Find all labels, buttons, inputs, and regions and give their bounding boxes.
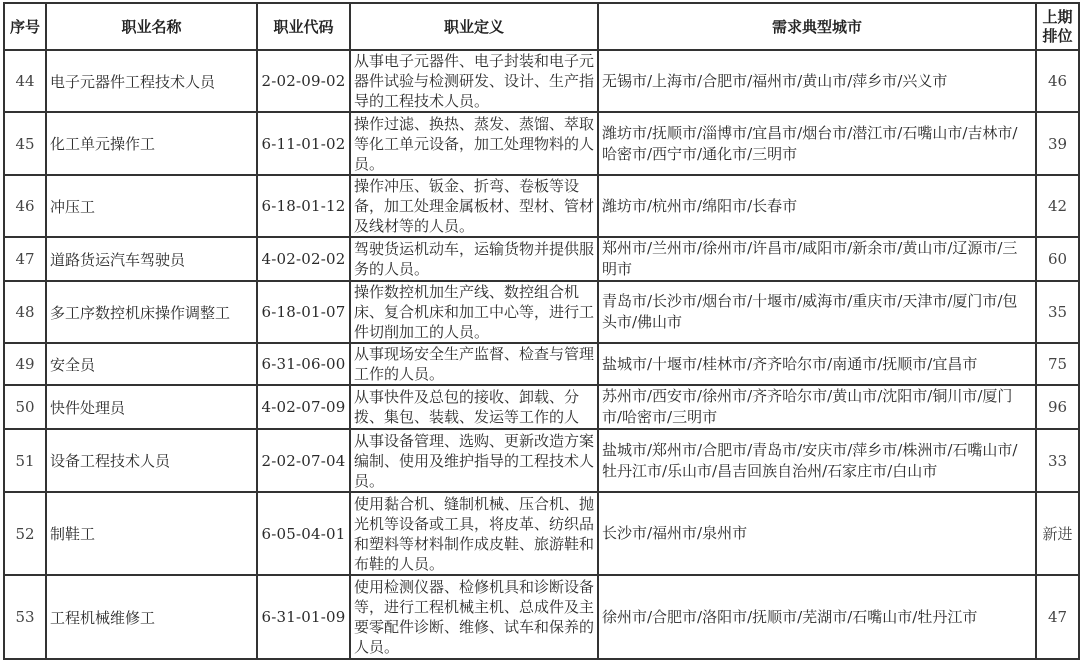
occupation-name: 化工单元操作工 xyxy=(46,112,257,175)
occupation-name: 制鞋工 xyxy=(46,492,257,575)
prev-rank: 96 xyxy=(1036,385,1079,429)
header-row xyxy=(4,3,1079,50)
prev-rank: 75 xyxy=(1036,343,1079,385)
occupation-definition: 从事快件及总包的接收、卸载、分拨、集包、装载、发运等工作的人 xyxy=(350,385,598,429)
prev-rank: 60 xyxy=(1036,237,1079,281)
demand-cities: 盐城市/十堰市/桂林市/齐齐哈尔市/南通市/抚顺市/宜昌市 xyxy=(598,343,1036,385)
row-index: 47 xyxy=(4,237,46,281)
occupation-definition: 驾驶货运机动车，运输货物并提供服务的人员。 xyxy=(350,237,598,281)
occupation-definition: 从事设备管理、选购、更新改造方案编制、使用及维护指导的工程技术人员。 xyxy=(350,429,598,492)
table-row xyxy=(4,343,1079,385)
row-index: 44 xyxy=(4,50,46,112)
table-row xyxy=(4,429,1079,492)
table-row xyxy=(4,385,1079,429)
occupation-name: 设备工程技术人员 xyxy=(46,429,257,492)
occupation-definition: 从事现场安全生产监督、检查与管理工作的人员。 xyxy=(350,343,598,385)
occupation-definition: 使用检测仪器、检修机具和诊断设备等，进行工程机械主机、总成件及主要零配件诊断、维修、试车和保养的人员。 xyxy=(350,575,598,659)
row-index: 49 xyxy=(4,343,46,385)
occupation-definition: 从事电子元器件、电子封装和电子元器件试验与检测研发、设计、生产指导的工程技术人员。 xyxy=(350,50,598,112)
demand-cities: 郑州市/兰州市/徐州市/许昌市/咸阳市/新余市/黄山市/辽源市/三明市 xyxy=(598,237,1036,281)
table-row xyxy=(4,281,1079,343)
occupation-name: 安全员 xyxy=(46,343,257,385)
table-row xyxy=(4,50,1079,112)
demand-cities: 徐州市/合肥市/洛阳市/抚顺市/芜湖市/石嘴山市/牡丹江市 xyxy=(598,575,1036,659)
header-code: 职业代码 xyxy=(257,3,350,50)
table-row xyxy=(4,492,1079,575)
header-index: 序号 xyxy=(4,3,46,50)
occupation-definition: 操作过滤、换热、蒸发、蒸馏、萃取等化工单元设备，加工处理物料的人员。 xyxy=(350,112,598,175)
occupation-code: 6-31-01-09 xyxy=(257,575,350,659)
row-index: 53 xyxy=(4,575,46,659)
occupation-code: 6-11-01-02 xyxy=(257,112,350,175)
occupation-code: 6-05-04-01 xyxy=(257,492,350,575)
header-prev-rank: 上期排位 xyxy=(1036,3,1079,50)
occupation-code: 6-18-01-12 xyxy=(257,175,350,237)
occupation-code: 6-18-01-07 xyxy=(257,281,350,343)
occupation-name: 电子元器件工程技术人员 xyxy=(46,50,257,112)
prev-rank: 39 xyxy=(1036,112,1079,175)
occupation-name: 快件处理员 xyxy=(46,385,257,429)
prev-rank: 46 xyxy=(1036,50,1079,112)
occupation-name: 多工序数控机床操作调整工 xyxy=(46,281,257,343)
header-cities: 需求典型城市 xyxy=(598,3,1036,50)
row-index: 50 xyxy=(4,385,46,429)
prev-rank: 42 xyxy=(1036,175,1079,237)
occupation-definition: 操作冲压、钣金、折弯、卷板等设备，加工处理金属板材、型材、管材及线材等的人员。 xyxy=(350,175,598,237)
occupation-demand-table xyxy=(3,2,1080,660)
row-index: 45 xyxy=(4,112,46,175)
row-index: 48 xyxy=(4,281,46,343)
table-row xyxy=(4,175,1079,237)
row-index: 52 xyxy=(4,492,46,575)
prev-rank: 新进 xyxy=(1036,492,1079,575)
row-index: 51 xyxy=(4,429,46,492)
header-definition: 职业定义 xyxy=(350,3,598,50)
prev-rank: 47 xyxy=(1036,575,1079,659)
demand-cities: 长沙市/福州市/泉州市 xyxy=(598,492,1036,575)
demand-cities: 青岛市/长沙市/烟台市/十堰市/威海市/重庆市/天津市/厦门市/包头市/佛山市 xyxy=(598,281,1036,343)
prev-rank: 33 xyxy=(1036,429,1079,492)
occupation-code: 2-02-07-04 xyxy=(257,429,350,492)
table-row xyxy=(4,237,1079,281)
table-row xyxy=(4,575,1079,659)
occupation-definition: 使用黏合机、缝制机械、压合机、抛光机等设备或工具，将皮革、纺织品和塑料等材料制作成皮鞋、旅游鞋和布鞋的人员。 xyxy=(350,492,598,575)
demand-cities: 苏州市/西安市/徐州市/齐齐哈尔市/黄山市/沈阳市/铜川市/厦门市/哈密市/三明市 xyxy=(598,385,1036,429)
table-row xyxy=(4,112,1079,175)
demand-cities: 无锡市/上海市/合肥市/福州市/黄山市/萍乡市/兴义市 xyxy=(598,50,1036,112)
occupation-code: 4-02-02-02 xyxy=(257,237,350,281)
demand-cities: 潍坊市/抚顺市/淄博市/宜昌市/烟台市/潜江市/石嘴山市/吉林市/哈密市/西宁市/通化市/三明市 xyxy=(598,112,1036,175)
occupation-name: 道路货运汽车驾驶员 xyxy=(46,237,257,281)
occupation-name: 工程机械维修工 xyxy=(46,575,257,659)
occupation-code: 4-02-07-09 xyxy=(257,385,350,429)
prev-rank: 35 xyxy=(1036,281,1079,343)
occupation-definition: 操作数控机加生产线、数控组合机床、复合机床和加工中心等，进行工件切削加工的人员。 xyxy=(350,281,598,343)
occupation-code: 6-31-06-00 xyxy=(257,343,350,385)
occupation-code: 2-02-09-02 xyxy=(257,50,350,112)
header-name: 职业名称 xyxy=(46,3,257,50)
occupation-name: 冲压工 xyxy=(46,175,257,237)
demand-cities: 盐城市/郑州市/合肥市/青岛市/安庆市/萍乡市/株洲市/石嘴山市/牡丹江市/乐山市/昌吉回族自治州/石家庄市/白山市 xyxy=(598,429,1036,492)
demand-cities: 潍坊市/杭州市/绵阳市/长春市 xyxy=(598,175,1036,237)
row-index: 46 xyxy=(4,175,46,237)
